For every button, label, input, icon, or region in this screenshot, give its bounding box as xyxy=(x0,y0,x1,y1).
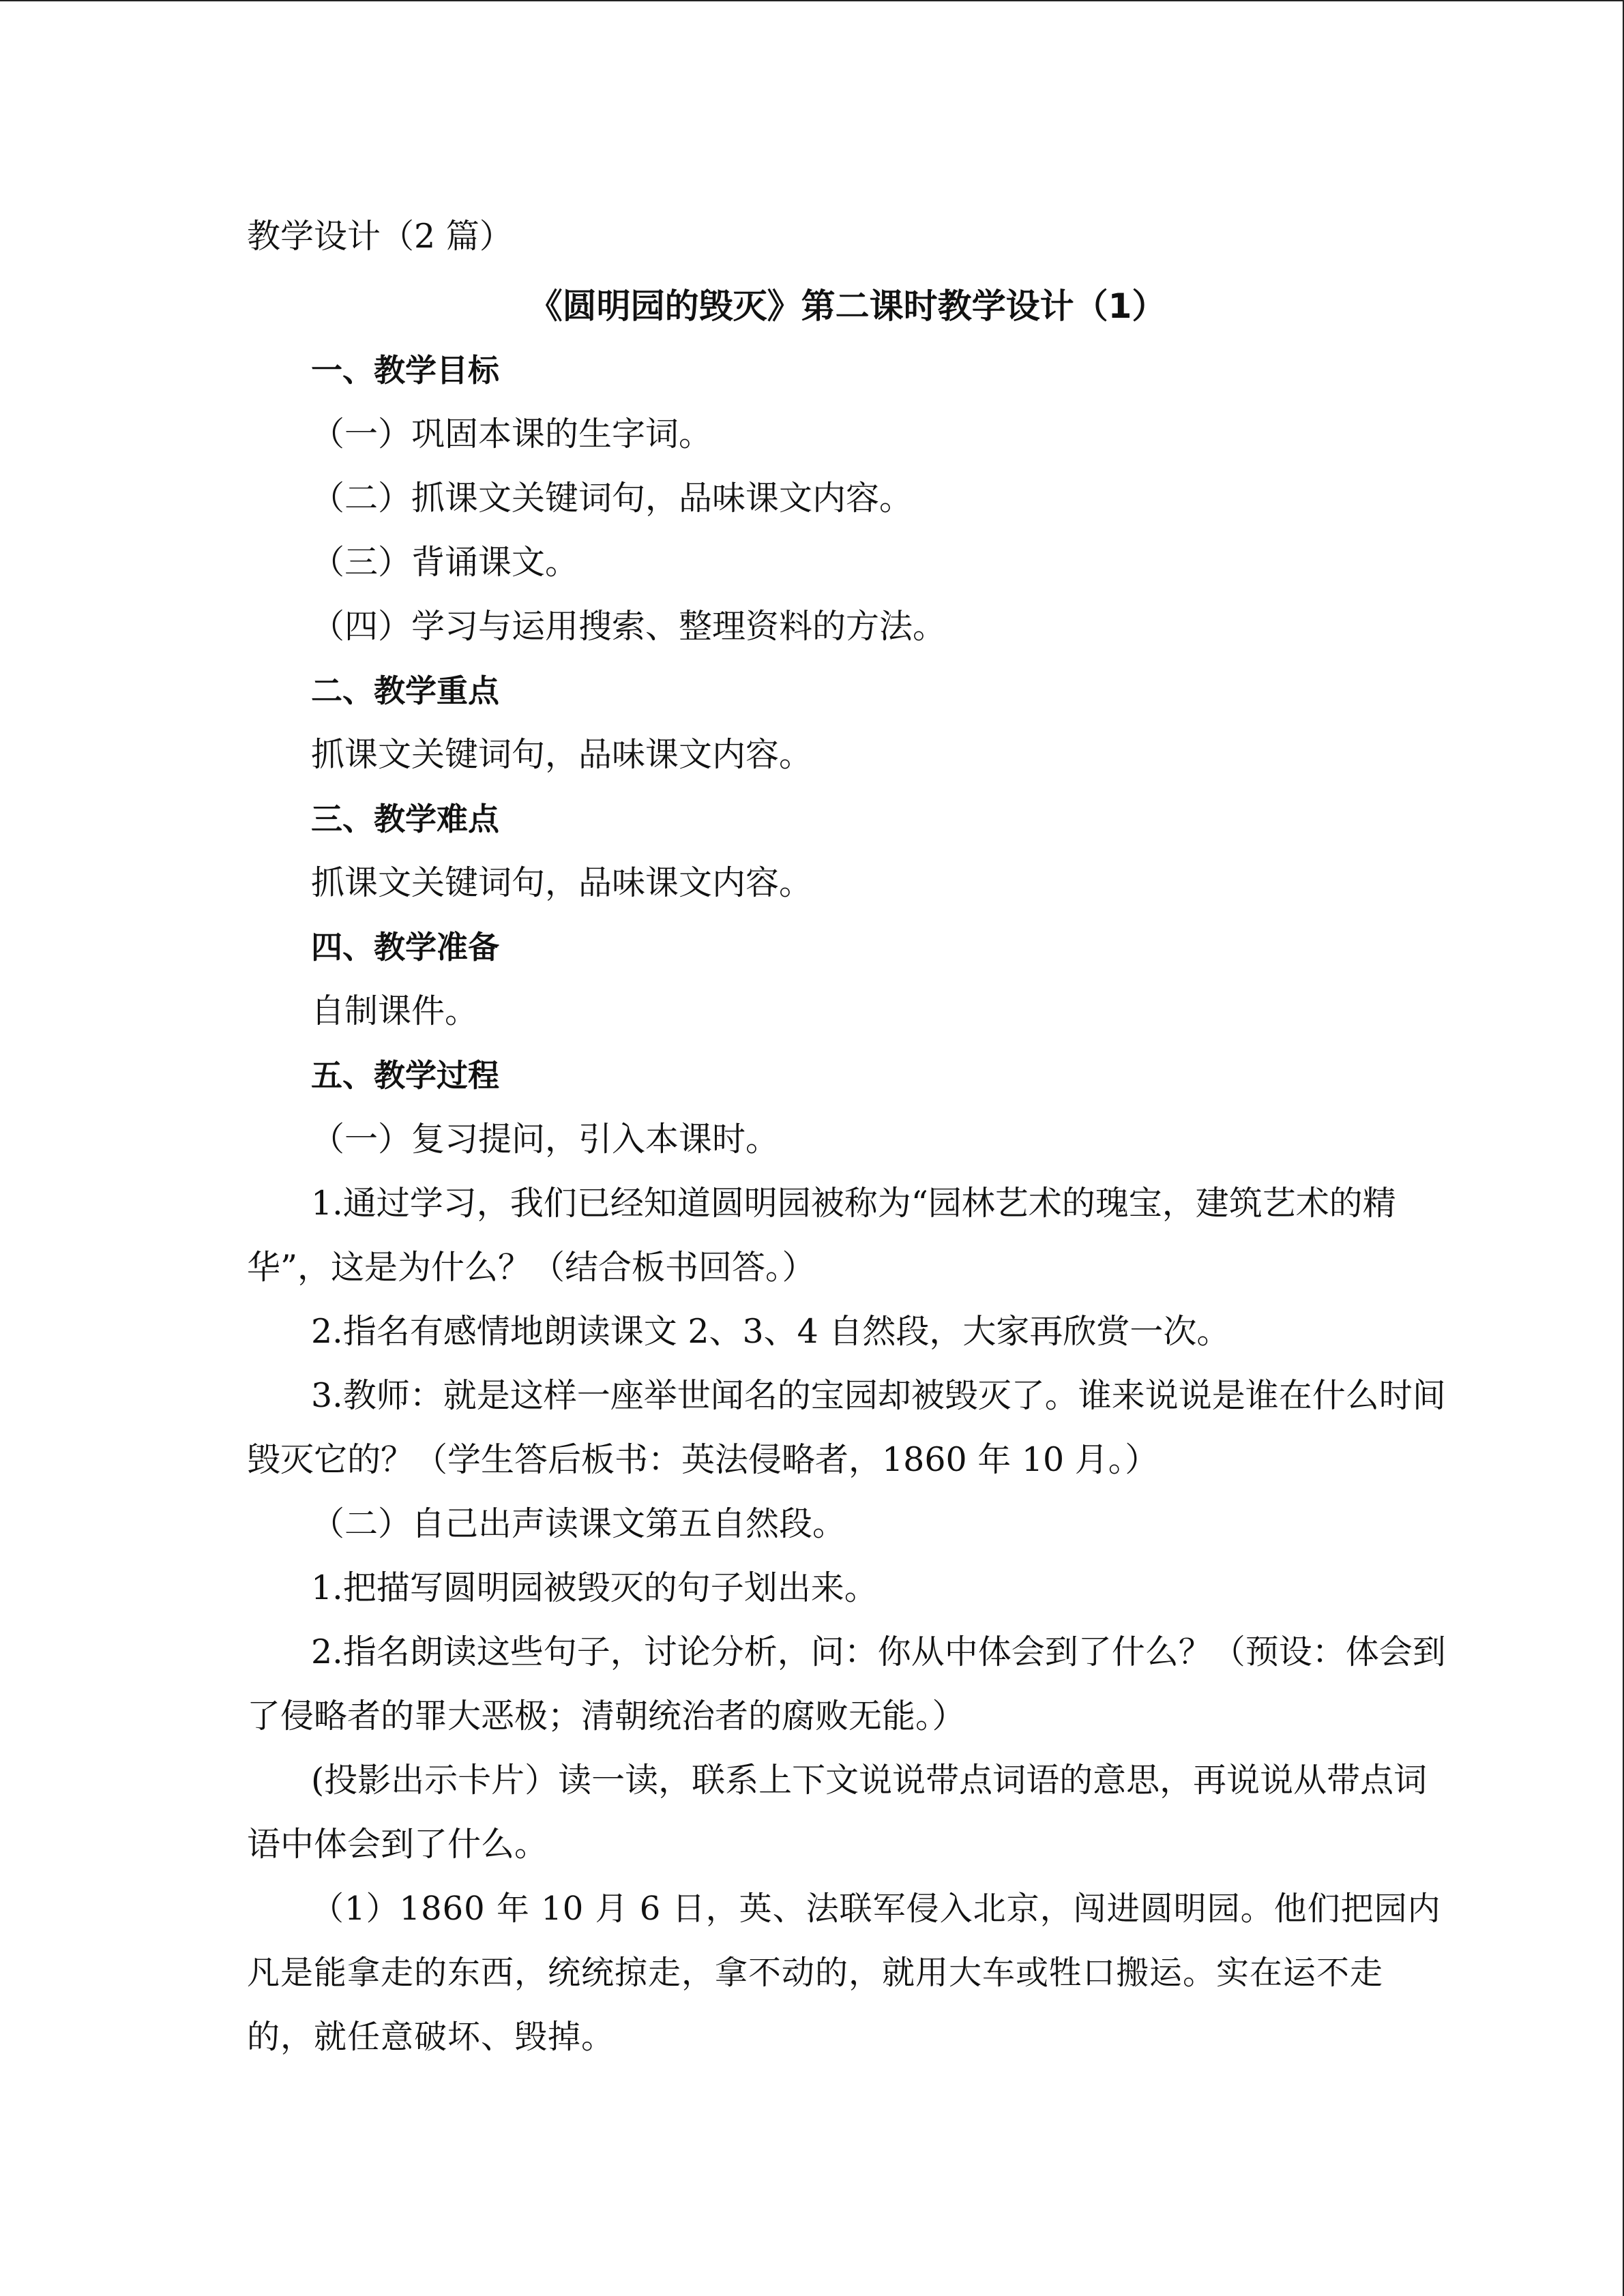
document-body xyxy=(247,205,1447,2069)
document-title: 《圆明园的毁灭》第二课时教学设计（1） xyxy=(528,286,1166,326)
section-heading-key-points: 二、教学重点 xyxy=(311,672,499,709)
process-part1-title: （一）复习提问，引入本课时。 xyxy=(311,1120,780,1159)
difficulties-text: 抓课文关键词句，品味课文内容。 xyxy=(311,863,813,902)
goal-item: （四）学习与运用搜索、整理资料的方法。 xyxy=(311,607,947,646)
section-heading-preparation: 四、教学准备 xyxy=(311,929,499,966)
key-points-text: 抓课文关键词句，品味课文内容。 xyxy=(311,735,813,774)
process-part2-step-1: 1.把描写圆明园被毁灭的句子划出来。 xyxy=(311,1568,878,1607)
card-instruction: (投影出示卡片）读一读，联系上下文说说带点词语的意思，再说说从带点词语中体会到了什么。 xyxy=(247,1761,1428,1864)
document-heading: 教学设计（2 篇） xyxy=(247,217,513,256)
goal-item: （三）背诵课文。 xyxy=(311,543,579,582)
process-part2-title: （二）自己出声读课文第五自然段。 xyxy=(311,1504,846,1543)
process-step-1: 1.通过学习，我们已经知道圆明园被称为“园林艺术的瑰宝，建筑艺术的精华”，这是为什么？（结合板书回答。） xyxy=(247,1184,1396,1287)
section-heading-goals: 一、教学目标 xyxy=(311,352,499,389)
process-part2-step-2: 2.指名朗读这些句子，讨论分析，问：你从中体会到了什么？（预设：体会到了侵略者的罪大恶极；清朝统治者的腐败无能。） xyxy=(247,1632,1446,1735)
preparation-text: 自制课件。 xyxy=(311,992,479,1030)
goal-item: （二）抓课文关键词句，品味课文内容。 xyxy=(311,479,913,518)
goal-item: （一）巩固本课的生字词。 xyxy=(311,415,713,453)
section-heading-process: 五、教学过程 xyxy=(311,1057,499,1094)
process-step-3: 3.教师：就是这样一座举世闻名的宝园却被毁灭了。谁来说说是谁在什么时间毁灭它的？（学生答后板书：英法侵略者，1860 年 10 月。） xyxy=(247,1376,1446,1479)
quote-1: （1）1860 年 10 月 6 日，英、法联军侵入北京，闯进圆明园。他们把园内凡是能拿走的东西，统统掠走，拿不动的，就用大车或牲口搬运。实在运不走的，就任意破坏、毁掉。 xyxy=(247,1890,1441,2056)
process-step-2: 2.指名有感情地朗读课文 2、3、4 自然段，大家再欣赏一次。 xyxy=(311,1312,1230,1351)
section-heading-difficulties: 三、教学难点 xyxy=(311,801,499,837)
